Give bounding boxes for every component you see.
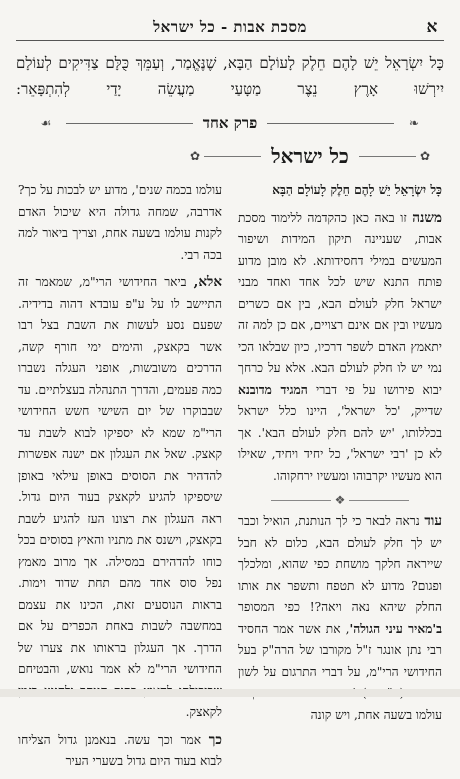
paragraph-divider <box>238 493 442 507</box>
paragraph-text: זו באה כאן כהקדמה ללימוד מסכת אבות, שעניינה תיקון המידות ושיפור המעשים במילי דחסידותא. לא מובן מדוע פותח התנא שיש לכל אחד ואחד מבני ישראל חלק לעולם הבא, בין אם כשרים מעשיו ובין אם אינם רצויים, אם כן למה זה יתאמץ האדם לשפר דרכיו, כיון שבלאו הכי נמי יש לו חלק לעולם הבא. אלא על כרחך יבוא פירושו על פי דברי <box>238 210 442 397</box>
scroll-ornament-icon: ❧ <box>408 116 420 130</box>
commentary-paragraph <box>18 180 222 266</box>
page-bottom-edge <box>0 689 460 697</box>
paragraph-text: עולמו בכמה שנים', מדוע יש לבכות על כך? אדרבה, שמחה גדולה היא שיכול האדם לקנות עולמו בשעה אחת, וצריך ביאור למה בכה רבי. <box>18 183 222 262</box>
scroll-ornament-icon: ☙ <box>40 116 52 130</box>
paragraph-lead-word: משנה <box>412 209 442 226</box>
title-rule <box>359 156 416 157</box>
commentary-paragraph <box>18 730 222 773</box>
commentary-paragraph <box>238 208 442 488</box>
flourish-icon: ✿ <box>419 149 430 163</box>
commentary-column-right <box>238 180 442 732</box>
divider-rule <box>349 500 409 501</box>
page-folio: א <box>426 17 438 37</box>
flourish-icon: ✿ <box>190 149 201 163</box>
column-heading: כָּל יִשְׂרָאֵל יֵשׁ לָהֶם חֵלֶק לָעוֹלָם הַבָּא <box>272 183 442 197</box>
paragraph-text: נראה לבאר כי לך הנותנת, הואיל וכבר יש לך חלק לעולם הבא, כלום לא חבל שייראה חלקך מושחת כפי שהוא, ומלכלך ופגום? מדוע לא תטפח ותשפר את אותו החלק שיהא נאה ויאה?! כפי המסופר <box>238 514 442 614</box>
paragraph-lead-word: עוד <box>424 513 442 529</box>
paragraph-lead-word: כך <box>208 731 223 748</box>
cited-name: המגיד מדובנא <box>238 382 308 397</box>
paragraph-text: אמר וכך עשה. בנאמנן גדול הצליחו לבוא בעוד היום גדול בשערי העיר <box>18 732 222 768</box>
page-header <box>16 14 444 41</box>
section-title <box>190 144 430 168</box>
diamond-ornament-icon: ❖ <box>334 493 346 507</box>
chapter-title: פרק אחד <box>202 113 258 132</box>
mishna-text: כָּל יִשְׂרָאֵל יֵשׁ לָהֶם חֵלֶק לָעוֹלָם הַבָּא, שֶׁנֶּאֱמַר, וְעַמֵּךְ כֻּלָּם צַדִּיקִים לְעוֹלָם יִירְשׁוּ אָרֶץ נֵצֶר מַטָּעַי מַעֲשֵׂה יָדַי לְהִתְפָּאֵר: <box>16 54 444 98</box>
chapter-rule <box>267 123 394 124</box>
chapter-bar <box>26 112 434 134</box>
chapter-rule <box>66 123 193 124</box>
paragraph-lead-word: אלא, <box>193 274 222 290</box>
paragraph-text: ביאר החידושי הרי"מ, שמאמר זה התיישב לו על ע"פ עובדא דהוה בדידיה. שפעם נסע לעשות את השבת בצל רבו אשר בקאצק, והימים ימי חורף קשה, הדרכים משובשות, אופני העגלה נשברו כמה פעמים, והדרך התנהלה בעצלתיים. עד שבבוקרו של יום השישי חשש החידושי הרי"מ שמא לא יספיקו לבוא לשבת עד קאצק. שאל את העגלון אם ישנה אפשרות להדהיר את הסוסים באופן עילאי באופן שיספיקו להגיע לקאצק בעוד היום גדול. ראה העגלון את רצונו העז להגיע לשבת בקאצק, וישנס את מתניו והאיץ בסוסים בכל כוחו להדהירם במסילה. אך מרוב מאמץ נפל סוס אחד מהם תחת שדוד וימות. בראות הנוסעים זאת, הכינו את עצמם במחשבה לשבות באחת הכפרים על אם הדרך. אך העגלון בראותו את צערו של החידושי הרי"מ לא אמר נואש, והבטיחם לקאצק. <box>18 275 222 719</box>
cited-name: ב'מאיר עיני הגולה' <box>349 621 442 636</box>
paragraph-text: , את אשר אמר החסיד רבי נתן אונגר ז"ל מקורבו של הרה"ק בעל החידושי הרי"מ, על דברי התרגום על לשון עולמו בשעה אחת, ויש קונה <box>238 621 442 722</box>
divider-rule <box>271 500 331 501</box>
paragraph-text: שדייק, 'כל ישראל', היינו כלל ישראל בכללותו, 'יש להם חלק לעולם הבא'. אך לא כן 'רבי ישראל', כל יחיד ויחיד, שאילו הוא מעשיו יקרבוהו ומעשיו ירחקוהו. <box>238 404 442 483</box>
title-rule <box>204 156 261 157</box>
running-title: מסכת אבות - כל ישראל <box>153 17 307 36</box>
section-title-text: כל ישראל <box>271 143 349 168</box>
commentary-paragraph <box>18 272 222 724</box>
